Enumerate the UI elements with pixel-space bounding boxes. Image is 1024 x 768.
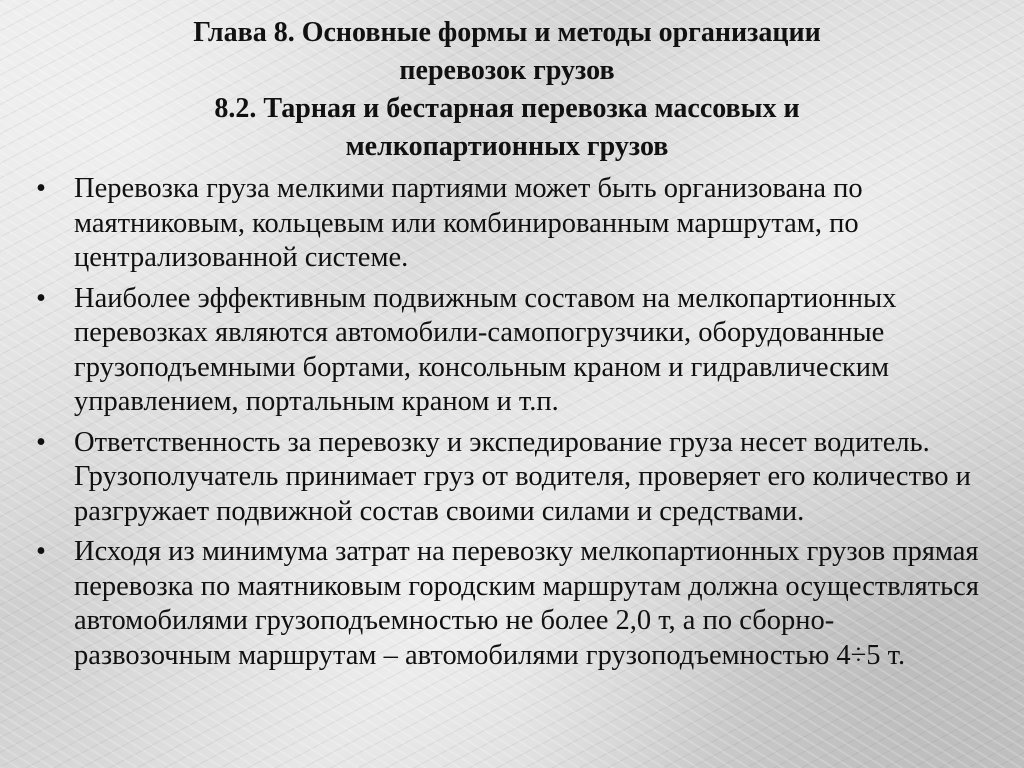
- bullet-text: Ответственность за перевозку и экспедирование груза несет водитель. Грузополучатель принимает груз от водителя, проверяет его количество и разгружает подвижной состав своими силами и средствами.: [74, 426, 971, 527]
- bullet-icon: •: [36, 282, 46, 314]
- bullet-icon: •: [36, 536, 46, 567]
- bullet-item: [30, 282, 984, 420]
- bullet-list: [30, 172, 984, 673]
- bullet-text: Наиболее эффективным подвижным составом на мелкопартионных перевозках являются автомобили-самопогрузчики, оборудованные грузоподъемными бортами, консольным краном и гидравлическим управлением, портальным краном и т.п.: [74, 282, 897, 417]
- bullet-text: Исходя из минимума затрат на перевозку мелкопартионных грузов прямая перевозка по маятниковым городским маршрутам должна осуществляться автомобилями грузоподъемностью не более 2,0 т, а по сборно-развозочным маршрутам – автомобилями грузоподъемностью 4÷5 т.: [74, 536, 979, 671]
- bullet-icon: •: [36, 173, 46, 204]
- bullet-item: [30, 172, 984, 276]
- bullet-text: Перевозка груза мелкими партиями может быть организована по маятниковым, кольцевым или комбинированным маршрутам, по централизованной системе.: [74, 173, 863, 273]
- chapter-title-line-1: Глава 8. Основные формы и методы организации: [193, 17, 821, 48]
- bullet-item: [30, 426, 984, 530]
- slide-title: [30, 14, 984, 166]
- chapter-title-line-2: перевозок грузов: [399, 55, 615, 86]
- section-title-line-1: 8.2. Тарная и бестарная перевозка массовых и: [214, 93, 800, 124]
- section-title-line-2: мелкопартионных грузов: [345, 131, 669, 162]
- bullet-item: [30, 535, 984, 673]
- bullet-icon: •: [36, 426, 46, 458]
